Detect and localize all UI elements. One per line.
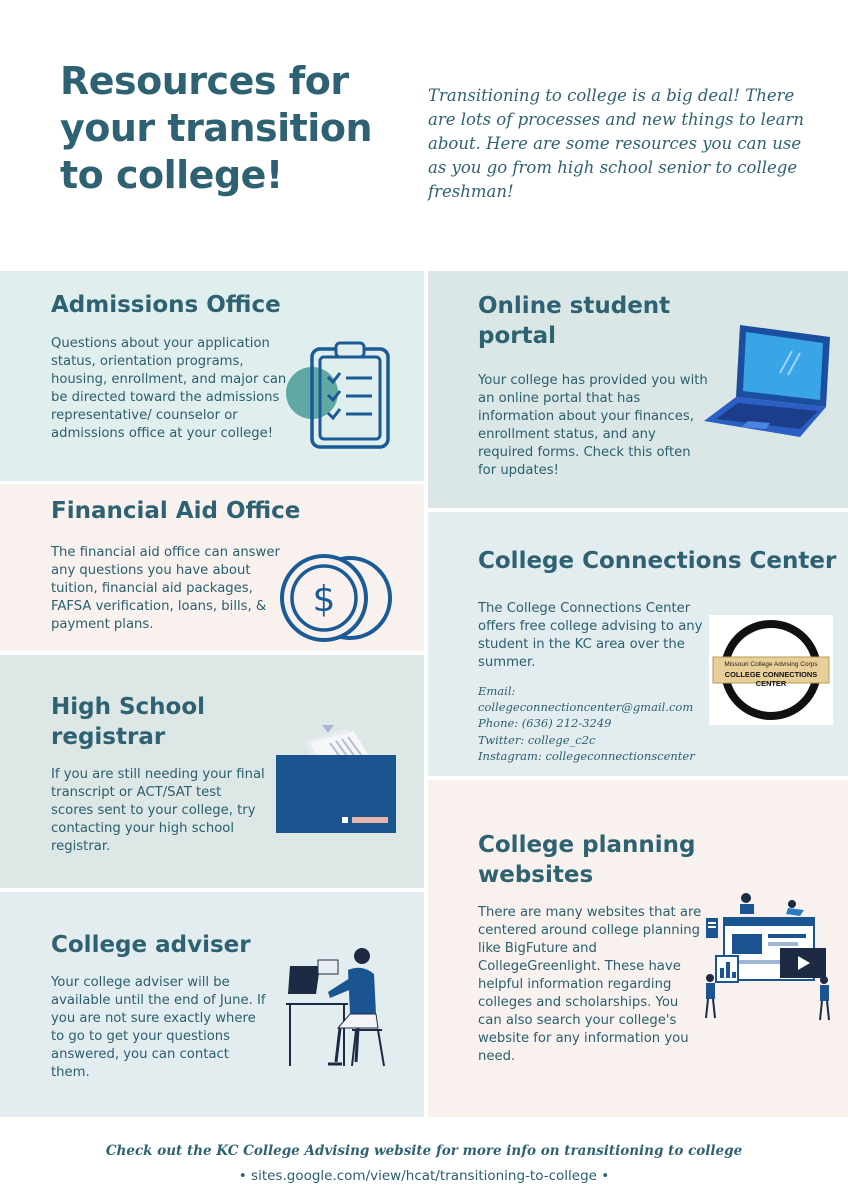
registrar-body: If you are still needing your final transcript or ACT/SAT test scores sent to your college, try contacting your high school registrar. bbox=[51, 767, 265, 854]
footer-link[interactable]: • sites.google.com/view/hcat/transitioning-to-college • bbox=[238, 1168, 610, 1184]
connections-body: The College Connections Center offers free college advising to any student in the KC area over the summer. bbox=[478, 601, 703, 670]
adviser-panel bbox=[0, 892, 424, 1117]
adviser-title: College adviser bbox=[51, 932, 251, 958]
admissions-body: Questions about your application status, orientation programs, housing, enrollment, and major can be directed toward the admissions representative/ counselor or admissions office at your college! bbox=[51, 336, 287, 441]
folder-documents-icon bbox=[274, 721, 399, 836]
logo-line1: Missouri College Advising Corps bbox=[724, 661, 818, 668]
websites-panel bbox=[428, 780, 848, 1117]
person-at-desk-icon bbox=[284, 944, 394, 1069]
admissions-panel bbox=[0, 271, 424, 481]
logo-line2: COLLEGE CONNECTIONS CENTER bbox=[724, 670, 818, 688]
admissions-title: Admissions Office bbox=[51, 292, 281, 318]
financial-aid-panel bbox=[0, 484, 424, 651]
registrar-title: High School registrar bbox=[51, 694, 206, 750]
instagram-value: Instagram: collegeconnectionscenter bbox=[478, 749, 695, 763]
portal-title: Online student portal bbox=[478, 293, 671, 349]
college-connections-logo bbox=[709, 615, 833, 725]
registrar-panel bbox=[0, 655, 424, 888]
web-team-illustration-icon bbox=[696, 890, 838, 1030]
dollar-coins-icon bbox=[276, 554, 396, 644]
twitter-value: Twitter: college_c2c bbox=[478, 733, 596, 747]
connections-panel bbox=[428, 512, 848, 776]
financial-aid-title: Financial Aid Office bbox=[51, 498, 301, 524]
connections-title: College Connections Center bbox=[478, 548, 837, 574]
clipboard-checklist-icon bbox=[280, 341, 395, 451]
financial-aid-body: The financial aid office can answer any questions you have about tuition, financial aid packages, FAFSA verification, loans, bills, & payment plans. bbox=[51, 545, 280, 632]
adviser-body: Your college adviser will be available until the end of June. If you are not sure exactly where to go to get your questions answered, you can contact them. bbox=[51, 975, 266, 1080]
email-label: Email: bbox=[478, 684, 516, 698]
phone-value: Phone: (636) 212-3249 bbox=[478, 716, 612, 730]
websites-body: There are many websites that are centered around college planning like BigFuture and CollegeGreenlight. These have helpful information regarding colleges and scholarships. You can also search your college's website for any information you need. bbox=[478, 905, 702, 1064]
footer-callout: Check out the KC College Advising website for more info on transitioning to college bbox=[105, 1143, 743, 1159]
email-value[interactable]: collegeconnectioncenter@gmail.com bbox=[478, 700, 694, 714]
portal-panel bbox=[428, 271, 848, 508]
intro-text: Transitioning to college is a big deal! There are lots of processes and new things to learn about. Here are some resources you can use as you go from high school senior to college freshman! bbox=[428, 86, 805, 201]
portal-body: Your college has provided you with an online portal that has information about your finances, enrollment status, and any required forms. Check this often for updates! bbox=[478, 373, 708, 478]
svg-text:$: $ bbox=[312, 579, 336, 620]
websites-title: College planning websites bbox=[478, 832, 696, 888]
page-title: Resources for your transition to college! bbox=[60, 59, 372, 197]
laptop-icon bbox=[700, 321, 838, 439]
